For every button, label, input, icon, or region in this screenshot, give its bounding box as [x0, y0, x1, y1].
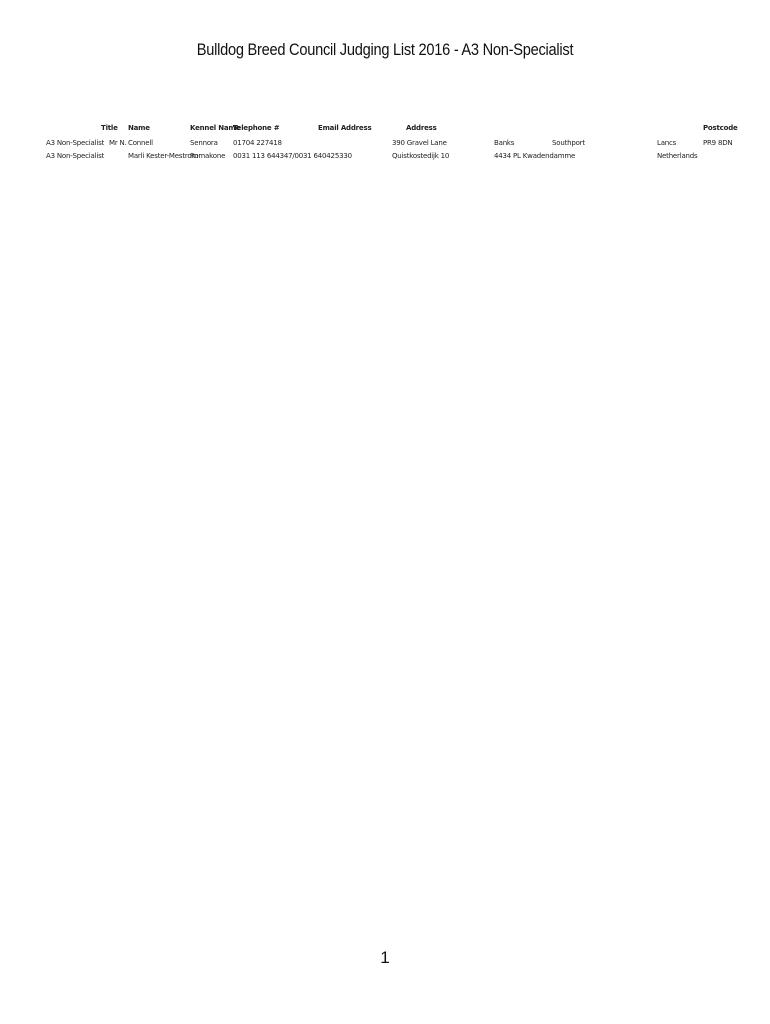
row-telephone: 0031 113 644347/0031 640425330 — [233, 152, 352, 160]
document-title: Bulldog Breed Council Judging List 2016 - A3 Non-Specialist — [196, 40, 574, 59]
row-address-line2: 4434 PL Kwadendamme — [494, 152, 576, 160]
row-telephone: 01704 227418 — [233, 139, 282, 147]
header-kennel-name: Kennel Name — [190, 124, 241, 132]
header-name: Name — [128, 124, 150, 132]
header-title: Title — [101, 124, 118, 132]
header-telephone: Telephone # — [233, 124, 280, 132]
row-address-line4: Netherlands — [657, 152, 698, 160]
header-postcode: Postcode — [703, 124, 738, 132]
page-number: 1 — [380, 948, 390, 967]
row-address-line2: Banks — [494, 139, 515, 147]
row-category: A3 Non-Specialist — [46, 152, 105, 160]
row-kennel: Sennora — [190, 139, 218, 147]
row-category: A3 Non-Specialist — [46, 139, 105, 147]
row-title: Mr N. — [109, 139, 127, 147]
header-email: Email Address — [318, 124, 372, 132]
header-address: Address — [406, 124, 437, 132]
row-address-line1: 390 Gravel Lane — [392, 139, 447, 147]
row-address-line1: Quistkostedijk 10 — [392, 152, 450, 160]
row-kennel: Romakone — [190, 152, 226, 160]
row-address-line3: Southport — [552, 139, 585, 147]
row-name: Marli Kester-Mestrom — [128, 152, 199, 160]
row-name: Connell — [128, 139, 153, 147]
row-address-line4: Lancs — [657, 139, 677, 147]
row-postcode: PR9 8DN — [703, 139, 733, 147]
